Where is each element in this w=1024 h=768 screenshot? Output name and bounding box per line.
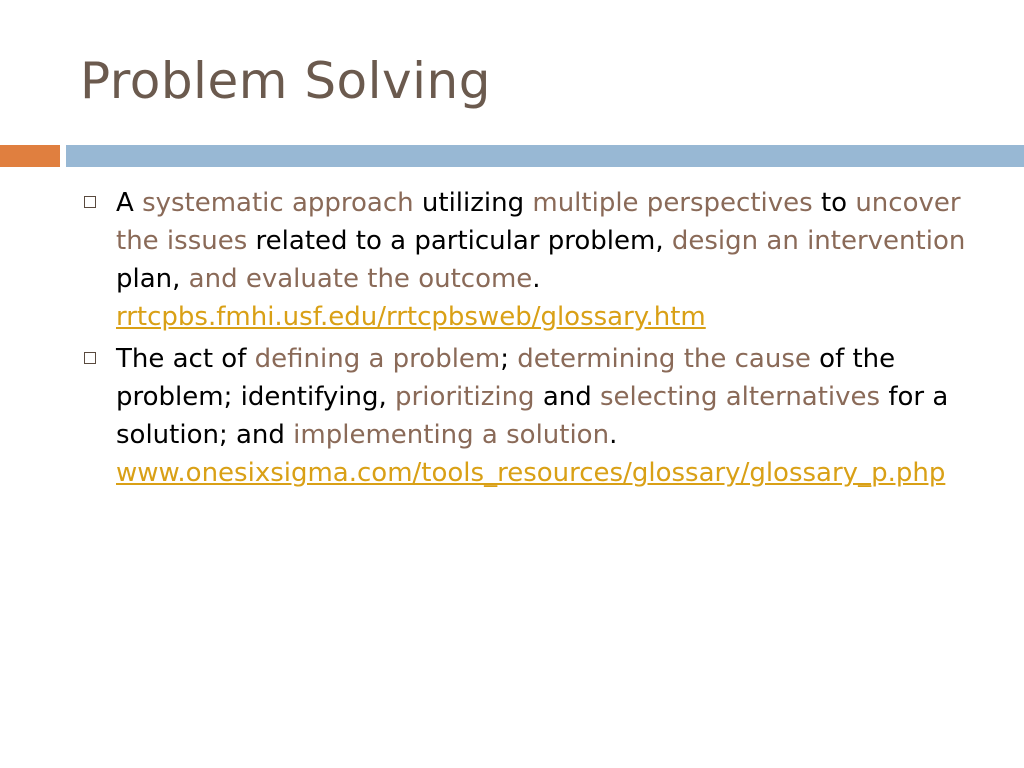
text-segment: plan, [116,264,189,294]
text-segment: of the problem; identifying, [116,344,896,412]
text-segment: . [609,420,618,450]
text-segment: . [532,264,541,294]
bullet-list [80,184,980,496]
text-segment: for a solution; and [116,382,949,450]
text-segment-highlight: design an intervention [671,226,966,256]
text-segment-highlight: multiple perspectives [532,188,813,218]
text-segment-highlight: determining the cause [517,344,811,374]
bullet-item [80,340,980,492]
text-segment-highlight: selecting alternatives [600,382,881,412]
text-segment-highlight: and evaluate the outcome [188,264,533,294]
text-segment: to [812,188,856,218]
source-link[interactable]: www.onesixsigma.com/tools_resources/glossary/glossary_p.php [116,458,946,488]
bullet-text [116,188,965,332]
source-link[interactable]: rrtcpbs.fmhi.usf.edu/rrtcpbsweb/glossary.htm [116,302,706,332]
text-segment-highlight: systematic approach [142,188,414,218]
accent-bar-orange [0,145,60,167]
text-segment-highlight: prioritizing [395,382,535,412]
text-segment-highlight: defining a problem [254,344,501,374]
text-segment: related to a particular problem, [247,226,672,256]
text-segment: ; [500,344,518,374]
slide-title: Problem Solving [80,52,491,110]
accent-bar-blue [66,145,1024,167]
text-segment-highlight: implementing a solution [293,420,610,450]
text-segment-highlight: uncover the issues [116,188,961,256]
square-bullet-icon [84,196,96,208]
text-segment: A [116,188,143,218]
bullet-text [116,344,948,488]
text-segment: and [534,382,601,412]
square-bullet-icon [84,352,96,364]
text-segment: utilizing [413,188,533,218]
text-segment: The act of [116,344,255,374]
bullet-item [80,184,980,336]
